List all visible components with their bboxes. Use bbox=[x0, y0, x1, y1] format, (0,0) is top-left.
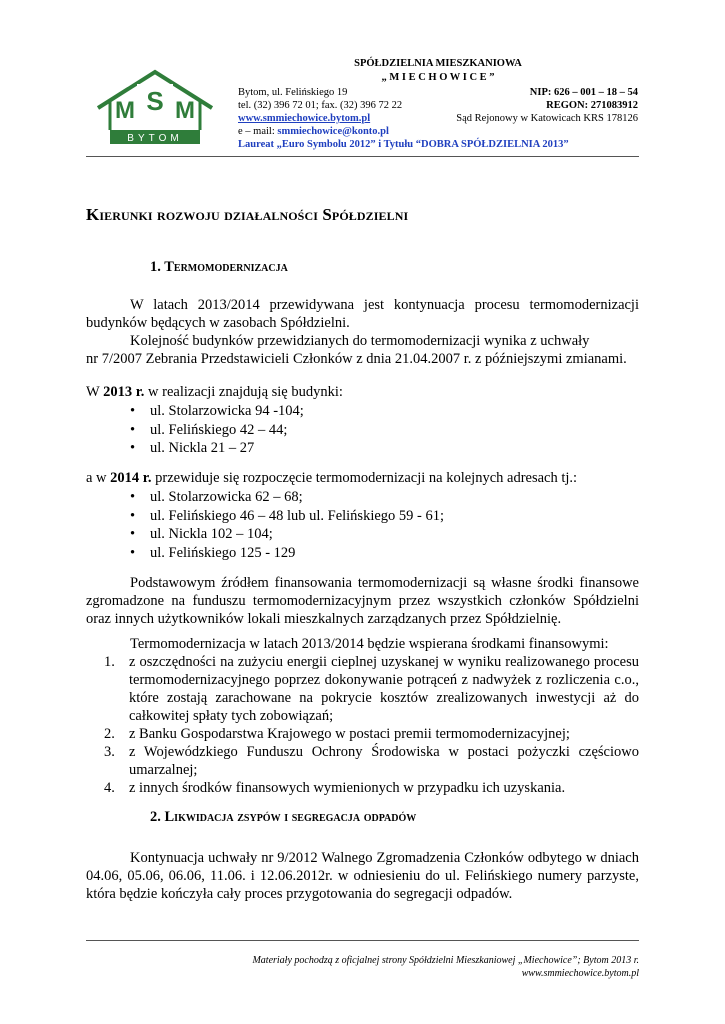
section-1-paragraph-3: Podstawowym źródłem finansowania termomodernizacji są własne środki finansowe zgromadzone na funduszu termomodernizacyjnym przez wszystkich członków Spółdzielni oraz innych użytkowników lokali mieszkalnych zarządzanych przez Spółdzielnię. bbox=[86, 575, 639, 627]
phone: tel. (32) 396 72 01; fax. (32) 396 72 22 bbox=[238, 100, 403, 111]
nip: NIP: 626 – 001 – 18 – 54 bbox=[529, 87, 638, 98]
section-2-heading: 2. Likwidacja zsypów i segregacja odpadów bbox=[150, 809, 417, 825]
list-item: • ul. Felińskiego 42 – 44; bbox=[130, 421, 304, 440]
section-1-heading: 1. Termomodernizacja bbox=[150, 259, 288, 275]
email-label: e – mail: bbox=[238, 126, 278, 137]
list-item: 4. z innych środków finansowych wymienionych w przypadku ich uzyskania. bbox=[104, 780, 566, 796]
list-item: 3. z Wojewódzkiego Funduszu Ochrony Środowiska w postaci pożyczki częściowo umarzalnej; bbox=[104, 744, 639, 778]
list-item: • ul. Felińskiego 125 - 129 bbox=[130, 544, 444, 563]
list-item: • ul. Nickla 102 – 104; bbox=[130, 525, 444, 544]
footer-divider bbox=[86, 940, 639, 941]
section-1-paragraph-2a: Kolejność budynków przewidzianych do termomodernizacji wynika z uchwały bbox=[130, 333, 590, 349]
cooperative-logo bbox=[90, 68, 220, 148]
email-link[interactable]: smmiechowice@konto.pl bbox=[277, 126, 389, 137]
buildings-2014-list bbox=[130, 488, 444, 562]
address: Bytom, ul. Felińskiego 19 bbox=[238, 87, 348, 98]
list-item: • ul. Stolarzowicka 94 -104; bbox=[130, 402, 304, 421]
court-registry: Sąd Rejonowy w Katowicach KRS 178126 bbox=[456, 113, 638, 124]
svg-text:BYTOM: BYTOM bbox=[127, 133, 183, 144]
header-web-row bbox=[238, 112, 638, 125]
regon: REGON: 271083912 bbox=[546, 100, 638, 111]
year-2013-intro: W 2013 r. w realizacji znajdują się budynki: bbox=[86, 384, 343, 400]
buildings-2013-list bbox=[130, 402, 304, 458]
page-title: Kierunki rozwoju działalności Spółdzielni bbox=[86, 205, 409, 224]
header-email-row bbox=[238, 125, 638, 138]
list-item: • ul. Nickla 21 – 27 bbox=[130, 439, 304, 458]
section-2-paragraph-1: Kontynuacja uchwały nr 9/2012 Walnego Zgromadzenia Członków odbytego w dniach 04.06, 05.06, 06.06, 11.06. i 12.06.2012r. w odniesieniu do ul. Felińskiego numery parzyste, która będzie kończyła cały proces przygotowania do segregacji odpadów. bbox=[86, 850, 639, 902]
svg-text:M: M bbox=[115, 97, 135, 124]
list-item: 1. z oszczędności na zużyciu energii cieplnej uzyskanej w wyniku realizowanego procesu termomodernizacyjnego poprzez dokonywanie potrąceń z nadwyżek z rozliczenia c.o., które zostają zarachowane na pokrycie kosztów zrealizowanych inwestycji aż do całkowitej spłaty tych zobowiązań; bbox=[104, 654, 639, 724]
section-1-paragraph-1: W latach 2013/2014 przewidywana jest kontynuacja procesu termomodernizacji budynków będących w zasobach Spółdzielni. bbox=[86, 297, 639, 331]
section-1-paragraph-4: Termomodernizacja w latach 2013/2014 będzie wspierana środkami finansowymi: bbox=[130, 636, 609, 652]
section-1-paragraph-2b: nr 7/2007 Zebrania Przedstawicieli Członków z dnia 21.04.2007 r. z późniejszymi zmianami. bbox=[86, 351, 627, 367]
list-item: • ul. Felińskiego 46 – 48 lub ul. Felińskiego 59 - 61; bbox=[130, 507, 444, 526]
org-short-name: „ M I E C H O W I C E ” bbox=[381, 72, 495, 83]
footer-source-note: Materiały pochodzą z oficjalnej strony Spółdzielni Mieszkaniowej „Miechowice”; Bytom 2013 r. bbox=[252, 955, 639, 966]
header-divider bbox=[86, 156, 639, 157]
year-2014-intro: a w 2014 r. przewiduje się rozpoczęcie termomodernizacji na kolejnych adresach tj.: bbox=[86, 470, 578, 486]
org-name: SPÓŁDZIELNIA MIESZKANIOWA bbox=[354, 58, 522, 69]
website-link[interactable]: www.smmiechowice.bytom.pl bbox=[238, 113, 371, 124]
laureate-line: Laureat „Euro Symbolu 2012” i Tytułu “DOBRA SPÓŁDZIELNIA 2013” bbox=[238, 139, 569, 150]
footer-website: www.smmiechowice.bytom.pl bbox=[521, 967, 639, 979]
header-phone-row bbox=[238, 99, 638, 112]
svg-text:M: M bbox=[175, 97, 195, 124]
header-address-row bbox=[238, 86, 638, 99]
footer bbox=[252, 955, 639, 980]
funding-sources-list bbox=[104, 653, 639, 797]
svg-text:S: S bbox=[146, 86, 164, 116]
list-item: 2. z Banku Gospodarstwa Krajowego w postaci premii termomodernizacyjnej; bbox=[104, 726, 570, 742]
list-item: • ul. Stolarzowicka 62 – 68; bbox=[130, 488, 444, 507]
